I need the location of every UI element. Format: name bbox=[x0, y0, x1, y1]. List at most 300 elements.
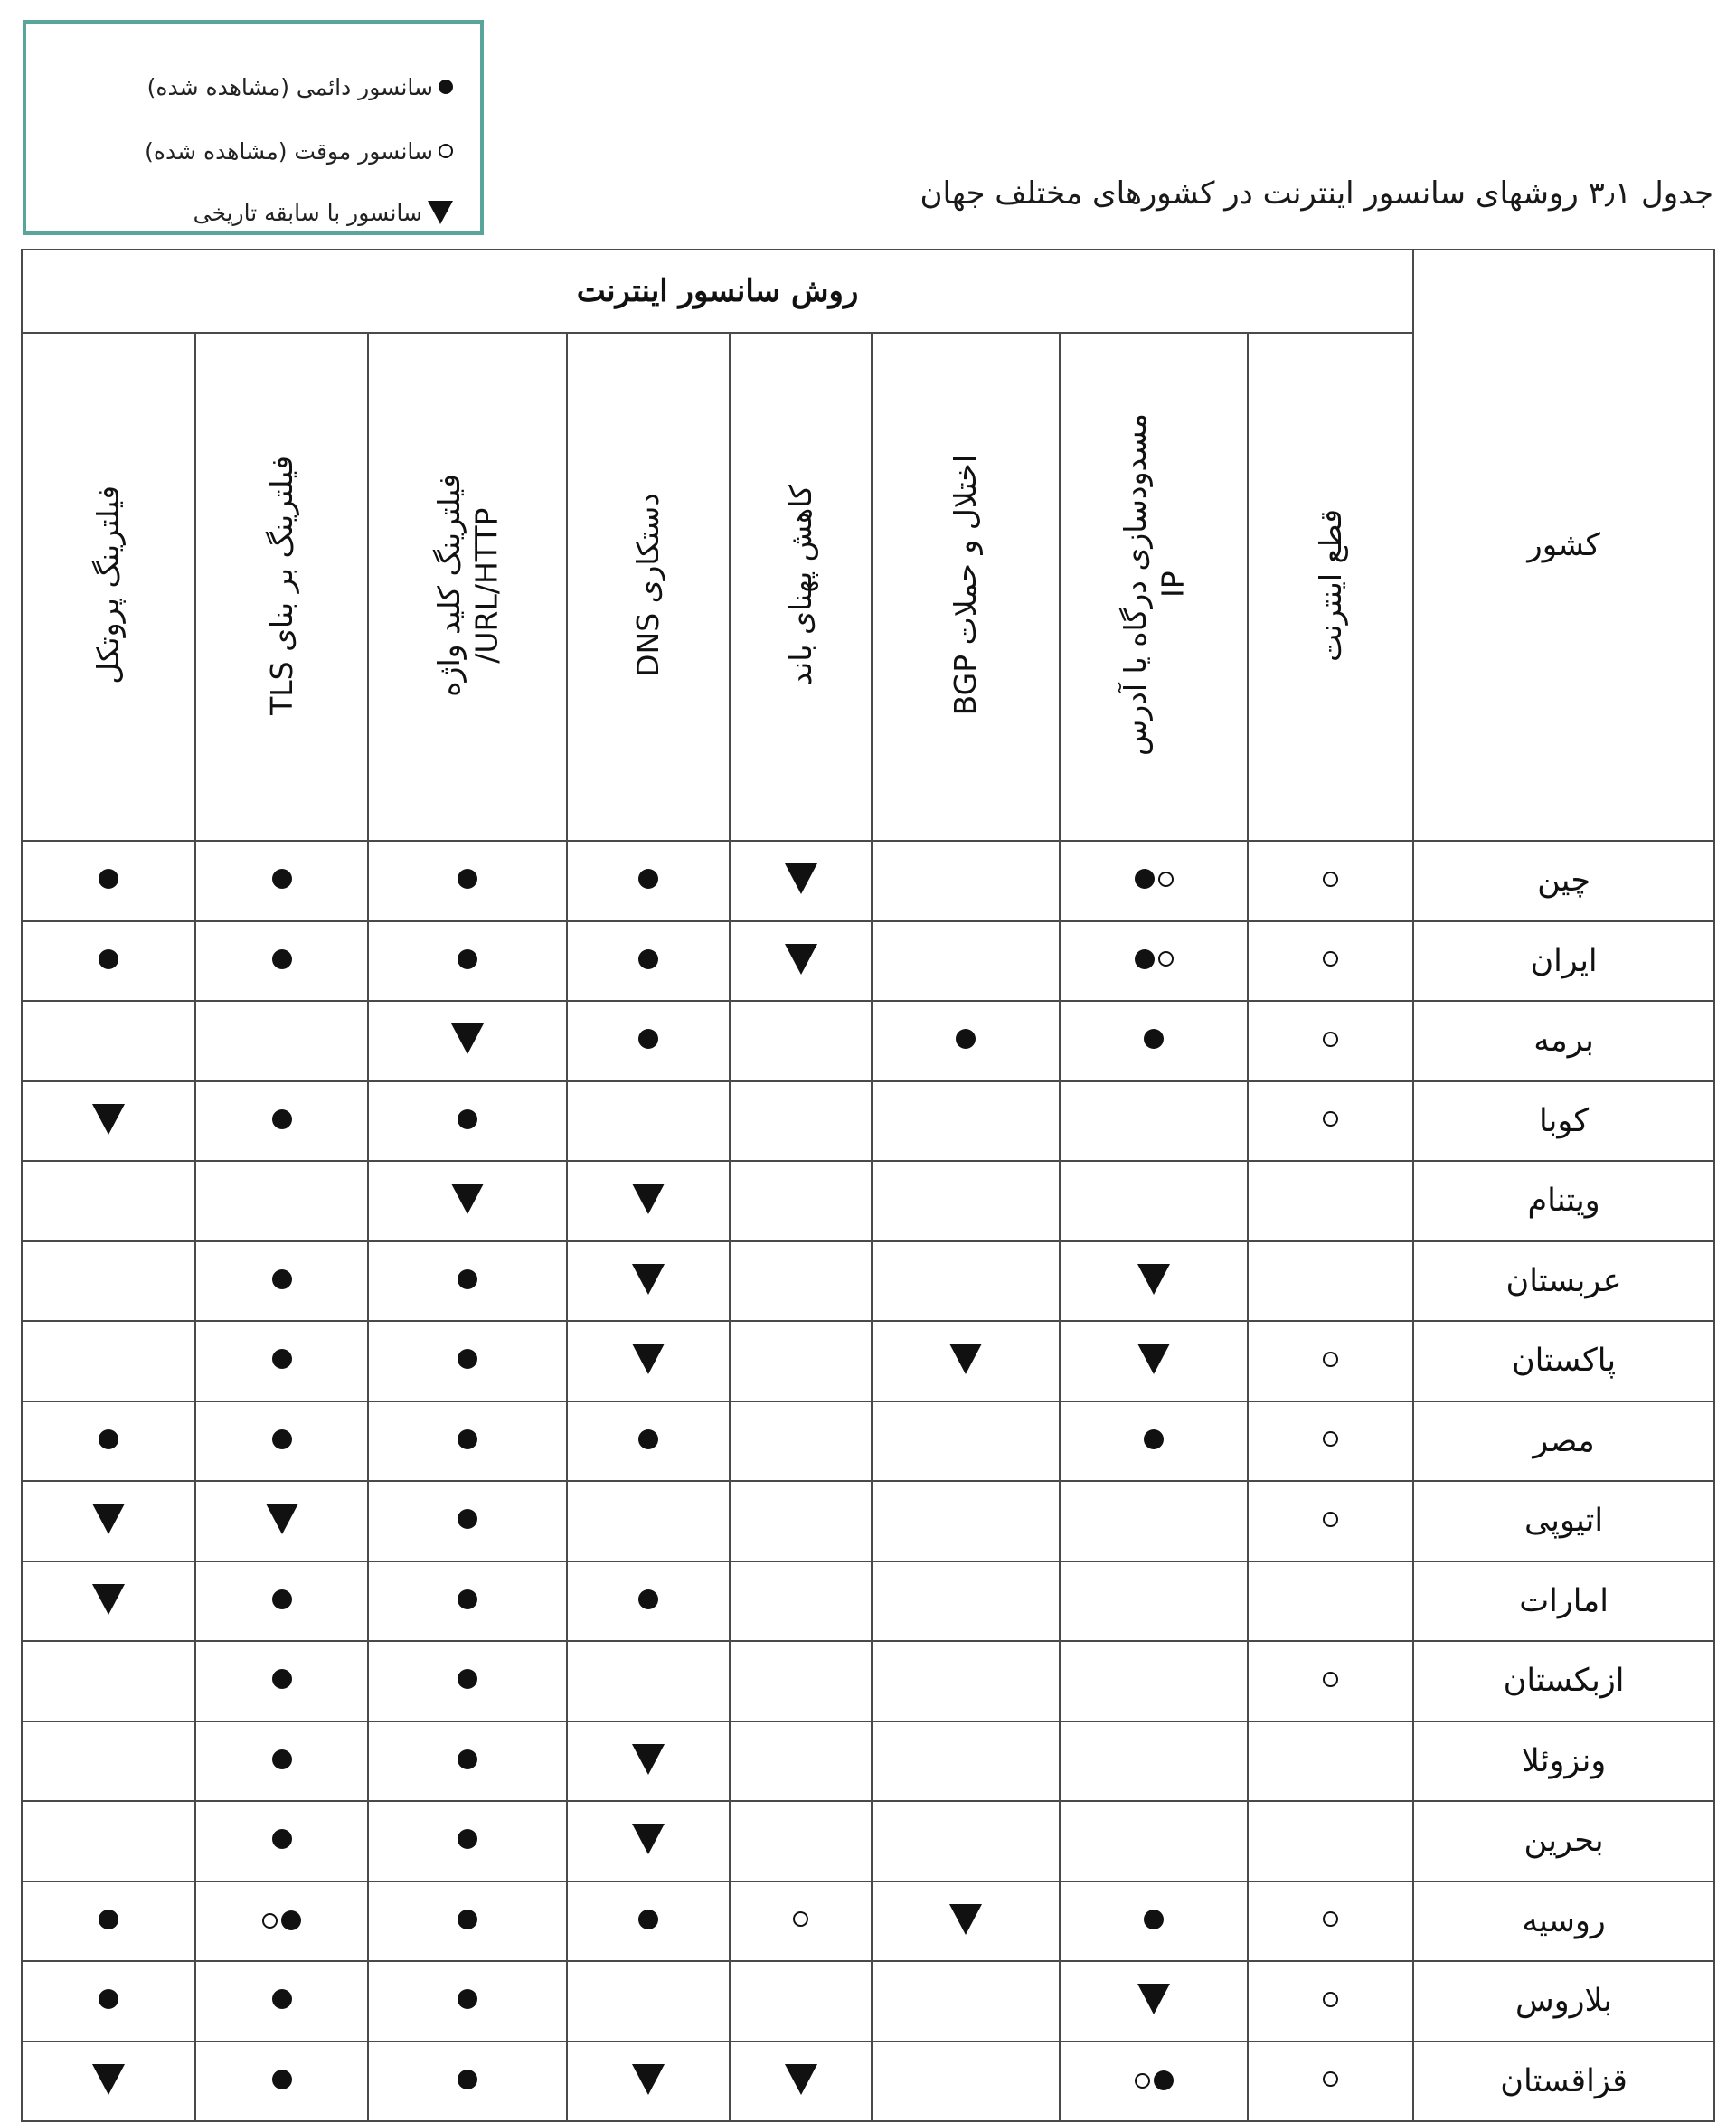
country-name: اتیوپی bbox=[1413, 1481, 1714, 1561]
column-header-tls-filtering bbox=[195, 333, 368, 841]
temporary-censorship-circle-icon bbox=[1158, 951, 1174, 967]
historical-censorship-triangle-icon bbox=[632, 1184, 665, 1214]
cell-symbols bbox=[793, 1911, 808, 1927]
cell-symbols bbox=[638, 1029, 658, 1049]
cell-bgp-disruption bbox=[872, 1321, 1060, 1401]
permanent-censorship-dot-icon bbox=[272, 1669, 292, 1689]
permanent-censorship-dot-icon bbox=[272, 1429, 292, 1449]
historical-censorship-triangle-icon bbox=[632, 2064, 665, 2095]
historical-censorship-triangle-icon bbox=[949, 1344, 982, 1374]
country-column-header bbox=[1413, 250, 1714, 841]
cell-symbols bbox=[785, 863, 817, 894]
column-header-label bbox=[263, 456, 300, 715]
cell-internet-shutdown bbox=[1248, 1801, 1413, 1882]
cell-bgp-disruption bbox=[872, 1961, 1060, 2042]
table-row bbox=[22, 1561, 1714, 1642]
permanent-censorship-dot-icon bbox=[1144, 1910, 1164, 1929]
cell-protocol-filtering bbox=[22, 921, 195, 1002]
cell-symbols bbox=[272, 1749, 292, 1769]
permanent-censorship-dot-icon bbox=[458, 1349, 477, 1369]
cell-internet-shutdown bbox=[1248, 1561, 1413, 1642]
cell-symbols bbox=[1137, 1984, 1170, 2014]
permanent-censorship-dot-icon bbox=[272, 2070, 292, 2089]
cell-symbols bbox=[949, 1904, 982, 1935]
temporary-censorship-circle-icon bbox=[1323, 1352, 1338, 1367]
cell-internet-shutdown bbox=[1248, 1161, 1413, 1241]
cell-symbols bbox=[1323, 2071, 1338, 2087]
historical-censorship-triangle-icon bbox=[266, 1504, 298, 1534]
permanent-censorship-dot-icon bbox=[638, 1589, 658, 1609]
column-header-internet-shutdown bbox=[1248, 333, 1413, 841]
legend-box bbox=[23, 20, 484, 235]
cell-protocol-filtering bbox=[22, 1241, 195, 1322]
cell-ip-port-blocking bbox=[1060, 1882, 1248, 1962]
permanent-censorship-dot-icon bbox=[638, 949, 658, 969]
historical-censorship-triangle-icon bbox=[92, 1504, 125, 1534]
cell-protocol-filtering bbox=[22, 1561, 195, 1642]
cell-symbols bbox=[785, 2064, 817, 2095]
temporary-censorship-circle-icon bbox=[262, 1913, 278, 1929]
cell-symbols bbox=[272, 1589, 292, 1609]
cell-ip-port-blocking bbox=[1060, 1721, 1248, 1802]
permanent-censorship-dot-icon bbox=[99, 869, 118, 889]
cell-symbols bbox=[632, 1264, 665, 1295]
group-header: روش سانسور اینترنت bbox=[22, 250, 1413, 333]
cell-ip-port-blocking bbox=[1060, 1001, 1248, 1081]
cell-internet-shutdown bbox=[1248, 1721, 1413, 1802]
cell-bandwidth-throttling bbox=[730, 1721, 872, 1802]
permanent-censorship-dot-icon bbox=[458, 1589, 477, 1609]
cell-ip-port-blocking bbox=[1060, 841, 1248, 921]
table-row bbox=[22, 1081, 1714, 1162]
cell-internet-shutdown bbox=[1248, 921, 1413, 1002]
column-header-line: قطع اینترنت bbox=[1312, 508, 1348, 662]
cell-symbols bbox=[99, 949, 118, 969]
cell-symbols bbox=[458, 1589, 477, 1609]
cell-symbols bbox=[1135, 949, 1174, 969]
cell-keyword-url-http-filtering bbox=[368, 1481, 567, 1561]
table-row bbox=[22, 1641, 1714, 1721]
cell-protocol-filtering bbox=[22, 2042, 195, 2122]
table-row bbox=[22, 1321, 1714, 1401]
cell-bgp-disruption bbox=[872, 1401, 1060, 1482]
cell-symbols bbox=[272, 869, 292, 889]
temporary-censorship-circle-icon bbox=[1158, 872, 1174, 887]
cell-ip-port-blocking bbox=[1060, 921, 1248, 1002]
cell-symbols bbox=[458, 1749, 477, 1769]
cell-keyword-url-http-filtering bbox=[368, 1401, 567, 1482]
cell-dns-manipulation bbox=[567, 1161, 730, 1241]
permanent-censorship-dot-icon bbox=[458, 1509, 477, 1529]
cell-bandwidth-throttling bbox=[730, 1481, 872, 1561]
country-name: برمه bbox=[1413, 1001, 1714, 1081]
column-header-line: URL/HTTP/ bbox=[468, 506, 504, 664]
cell-dns-manipulation bbox=[567, 1961, 730, 2042]
permanent-censorship-dot-icon bbox=[638, 1029, 658, 1049]
table-row bbox=[22, 1241, 1714, 1322]
cell-internet-shutdown bbox=[1248, 1321, 1413, 1401]
cell-protocol-filtering bbox=[22, 841, 195, 921]
cell-protocol-filtering bbox=[22, 1721, 195, 1802]
cell-dns-manipulation bbox=[567, 1481, 730, 1561]
cell-symbols bbox=[1144, 1910, 1164, 1929]
table-row bbox=[22, 1882, 1714, 1962]
historical-censorship-triangle-icon bbox=[632, 1744, 665, 1775]
cell-bandwidth-throttling bbox=[730, 1161, 872, 1241]
permanent-censorship-dot-icon bbox=[1154, 2070, 1174, 2090]
column-header-label bbox=[782, 485, 819, 685]
cell-symbols bbox=[458, 1910, 477, 1929]
cell-symbols bbox=[632, 2064, 665, 2095]
cell-internet-shutdown bbox=[1248, 1882, 1413, 1962]
permanent-censorship-dot-icon bbox=[272, 1989, 292, 2009]
cell-symbols bbox=[1135, 869, 1174, 889]
cell-internet-shutdown bbox=[1248, 2042, 1413, 2122]
country-name: ونزوئلا bbox=[1413, 1721, 1714, 1802]
cell-symbols bbox=[458, 1429, 477, 1449]
cell-ip-port-blocking bbox=[1060, 1561, 1248, 1642]
cell-keyword-url-http-filtering bbox=[368, 1081, 567, 1162]
column-header-label bbox=[629, 493, 666, 677]
temporary-censorship-circle-icon bbox=[1323, 1111, 1338, 1127]
historical-censorship-triangle-icon bbox=[92, 2064, 125, 2095]
temporary-censorship-circle-icon bbox=[1323, 872, 1338, 887]
cell-tls-filtering bbox=[195, 921, 368, 1002]
column-header-ip-port-blocking bbox=[1060, 333, 1248, 841]
cell-symbols bbox=[458, 1109, 477, 1129]
cell-bandwidth-throttling bbox=[730, 1081, 872, 1162]
cell-symbols bbox=[92, 1504, 125, 1534]
cell-keyword-url-http-filtering bbox=[368, 1321, 567, 1401]
cell-keyword-url-http-filtering bbox=[368, 1641, 567, 1721]
column-header-label bbox=[1117, 413, 1192, 756]
legend-item-historical bbox=[193, 190, 453, 235]
permanent-censorship-dot-icon bbox=[272, 1109, 292, 1129]
cell-dns-manipulation bbox=[567, 1882, 730, 1962]
legend-item-permanent bbox=[147, 64, 453, 109]
table-row bbox=[22, 1481, 1714, 1561]
cell-tls-filtering bbox=[195, 1321, 368, 1401]
permanent-censorship-dot-icon bbox=[1135, 869, 1155, 889]
cell-symbols bbox=[1144, 1029, 1164, 1049]
cell-bandwidth-throttling bbox=[730, 1241, 872, 1322]
cell-symbols bbox=[458, 1509, 477, 1529]
historical-censorship-triangle-icon bbox=[1137, 1344, 1170, 1374]
cell-symbols bbox=[1323, 1512, 1338, 1527]
historical-censorship-triangle-icon bbox=[1137, 1264, 1170, 1295]
permanent-censorship-dot-icon bbox=[458, 1269, 477, 1289]
cell-protocol-filtering bbox=[22, 1481, 195, 1561]
cell-internet-shutdown bbox=[1248, 1481, 1413, 1561]
cell-bandwidth-throttling bbox=[730, 1401, 872, 1482]
cell-bgp-disruption bbox=[872, 1081, 1060, 1162]
cell-symbols bbox=[458, 1829, 477, 1849]
column-header-label bbox=[1312, 509, 1349, 662]
cell-symbols bbox=[92, 1584, 125, 1615]
temporary-censorship-circle-icon bbox=[1323, 1911, 1338, 1927]
column-header-line: فیلترینگ کلید واژه bbox=[430, 473, 467, 697]
permanent-censorship-dot-icon bbox=[1144, 1029, 1164, 1049]
cell-ip-port-blocking bbox=[1060, 1321, 1248, 1401]
cell-bgp-disruption bbox=[872, 1001, 1060, 1081]
cell-bandwidth-throttling bbox=[730, 841, 872, 921]
temporary-censorship-circle-icon bbox=[1323, 951, 1338, 967]
historical-censorship-triangle-icon bbox=[92, 1584, 125, 1615]
country-name: قزاقستان bbox=[1413, 2042, 1714, 2122]
cell-bandwidth-throttling bbox=[730, 2042, 872, 2122]
cell-bandwidth-throttling bbox=[730, 1561, 872, 1642]
permanent-censorship-dot-icon bbox=[272, 869, 292, 889]
cell-symbols bbox=[638, 949, 658, 969]
permanent-censorship-dot-icon bbox=[272, 949, 292, 969]
censorship-methods-table bbox=[21, 249, 1715, 2122]
table-row bbox=[22, 2042, 1714, 2122]
column-header-label bbox=[90, 486, 127, 684]
cell-internet-shutdown bbox=[1248, 841, 1413, 921]
country-name: کوبا bbox=[1413, 1081, 1714, 1162]
cell-symbols bbox=[1135, 2070, 1174, 2090]
country-name: روسیه bbox=[1413, 1882, 1714, 1962]
permanent-censorship-dot-icon bbox=[99, 1989, 118, 2009]
cell-symbols bbox=[638, 869, 658, 889]
column-header-line: مسدودسازی درگاه یا آدرس bbox=[1117, 413, 1153, 757]
cell-symbols bbox=[1323, 1111, 1338, 1127]
cell-bandwidth-throttling bbox=[730, 1321, 872, 1401]
permanent-censorship-dot-icon bbox=[458, 1669, 477, 1689]
permanent-censorship-dot-icon bbox=[458, 869, 477, 889]
temporary-censorship-circle-icon bbox=[1323, 1032, 1338, 1047]
cell-ip-port-blocking bbox=[1060, 1801, 1248, 1882]
historical-censorship-triangle-icon bbox=[785, 944, 817, 975]
cell-symbols bbox=[1323, 1911, 1338, 1927]
table-row bbox=[22, 1801, 1714, 1882]
cell-dns-manipulation bbox=[567, 1401, 730, 1482]
cell-dns-manipulation bbox=[567, 1801, 730, 1882]
permanent-censorship-dot-icon bbox=[272, 1749, 292, 1769]
permanent-censorship-dot-icon bbox=[458, 1749, 477, 1769]
cell-bgp-disruption bbox=[872, 1481, 1060, 1561]
temporary-censorship-circle-icon bbox=[1323, 1992, 1338, 2007]
cell-bgp-disruption bbox=[872, 1161, 1060, 1241]
cell-symbols bbox=[632, 1184, 665, 1214]
country-name: مصر bbox=[1413, 1401, 1714, 1482]
cell-bgp-disruption bbox=[872, 1641, 1060, 1721]
cell-symbols bbox=[262, 1910, 301, 1930]
historical-censorship-triangle-icon bbox=[428, 201, 453, 224]
column-header-label bbox=[947, 455, 984, 715]
cell-internet-shutdown bbox=[1248, 1961, 1413, 2042]
permanent-censorship-dot-icon bbox=[458, 1989, 477, 2009]
table-row bbox=[22, 1401, 1714, 1482]
table-row bbox=[22, 841, 1714, 921]
cell-bgp-disruption bbox=[872, 1561, 1060, 1642]
cell-ip-port-blocking bbox=[1060, 1401, 1248, 1482]
table-row bbox=[22, 1961, 1714, 2042]
cell-keyword-url-http-filtering bbox=[368, 1161, 567, 1241]
country-name: ویتنام bbox=[1413, 1161, 1714, 1241]
cell-tls-filtering bbox=[195, 1721, 368, 1802]
cell-ip-port-blocking bbox=[1060, 2042, 1248, 2122]
cell-bgp-disruption bbox=[872, 1721, 1060, 1802]
cell-internet-shutdown bbox=[1248, 1641, 1413, 1721]
cell-protocol-filtering bbox=[22, 1961, 195, 2042]
cell-keyword-url-http-filtering bbox=[368, 1882, 567, 1962]
cell-tls-filtering bbox=[195, 1641, 368, 1721]
permanent-censorship-dot-icon bbox=[458, 1829, 477, 1849]
cell-symbols bbox=[632, 1744, 665, 1775]
cell-symbols bbox=[458, 1989, 477, 2009]
cell-ip-port-blocking bbox=[1060, 1641, 1248, 1721]
cell-symbols bbox=[638, 1910, 658, 1929]
cell-keyword-url-http-filtering bbox=[368, 1961, 567, 2042]
cell-bandwidth-throttling bbox=[730, 1882, 872, 1962]
country-name: بلاروس bbox=[1413, 1961, 1714, 2042]
historical-censorship-triangle-icon bbox=[451, 1184, 484, 1214]
historical-censorship-triangle-icon bbox=[785, 2064, 817, 2095]
cell-symbols bbox=[1323, 1352, 1338, 1367]
cell-tls-filtering bbox=[195, 1241, 368, 1322]
cell-dns-manipulation bbox=[567, 1641, 730, 1721]
cell-internet-shutdown bbox=[1248, 1401, 1413, 1482]
permanent-censorship-dot-icon bbox=[272, 1589, 292, 1609]
cell-symbols bbox=[1323, 872, 1338, 887]
cell-tls-filtering bbox=[195, 1081, 368, 1162]
historical-censorship-triangle-icon bbox=[785, 863, 817, 894]
permanent-censorship-dot-icon bbox=[458, 1429, 477, 1449]
cell-symbols bbox=[272, 1989, 292, 2009]
cell-bgp-disruption bbox=[872, 1801, 1060, 1882]
cell-symbols bbox=[458, 1669, 477, 1689]
historical-censorship-triangle-icon bbox=[451, 1023, 484, 1054]
permanent-censorship-dot-icon bbox=[458, 1109, 477, 1129]
column-header-line: فیلترینگ بر بنای TLS bbox=[263, 455, 299, 715]
cell-tls-filtering bbox=[195, 1961, 368, 2042]
cell-symbols bbox=[1137, 1264, 1170, 1295]
cell-protocol-filtering bbox=[22, 1641, 195, 1721]
cell-bandwidth-throttling bbox=[730, 1801, 872, 1882]
table-row bbox=[22, 921, 1714, 1002]
cell-keyword-url-http-filtering bbox=[368, 2042, 567, 2122]
cell-symbols bbox=[458, 949, 477, 969]
cell-tls-filtering bbox=[195, 2042, 368, 2122]
cell-bgp-disruption bbox=[872, 1241, 1060, 1322]
cell-keyword-url-http-filtering bbox=[368, 921, 567, 1002]
column-header-bgp-disruption bbox=[872, 333, 1060, 841]
permanent-censorship-dot-icon bbox=[638, 869, 658, 889]
temporary-censorship-circle-icon bbox=[1323, 2071, 1338, 2087]
historical-censorship-triangle-icon bbox=[92, 1104, 125, 1135]
country-name: ایران bbox=[1413, 921, 1714, 1002]
legend-item-temporary bbox=[145, 128, 453, 174]
cell-symbols bbox=[1323, 1032, 1338, 1047]
cell-symbols bbox=[99, 869, 118, 889]
cell-bgp-disruption bbox=[872, 841, 1060, 921]
cell-symbols bbox=[272, 1269, 292, 1289]
cell-tls-filtering bbox=[195, 1401, 368, 1482]
temporary-censorship-circle-icon bbox=[793, 1911, 808, 1927]
table-row bbox=[22, 1001, 1714, 1081]
cell-symbols bbox=[785, 944, 817, 975]
temporary-censorship-circle-icon bbox=[1323, 1512, 1338, 1527]
column-header-line: کاهش پهنای باند bbox=[782, 484, 818, 686]
cell-symbols bbox=[272, 1669, 292, 1689]
cell-symbols bbox=[458, 869, 477, 889]
cell-symbols bbox=[638, 1429, 658, 1449]
cell-ip-port-blocking bbox=[1060, 1161, 1248, 1241]
cell-symbols bbox=[458, 2070, 477, 2089]
cell-bandwidth-throttling bbox=[730, 1001, 872, 1081]
cell-symbols bbox=[92, 1104, 125, 1135]
temporary-censorship-circle-icon bbox=[1323, 1431, 1338, 1447]
column-header-bandwidth-throttling bbox=[730, 333, 872, 841]
cell-symbols bbox=[99, 1429, 118, 1449]
country-name: ازبکستان bbox=[1413, 1641, 1714, 1721]
cell-tls-filtering bbox=[195, 1161, 368, 1241]
column-header-dns-manipulation bbox=[567, 333, 730, 841]
column-header-line: اختلال و حملات BGP bbox=[948, 454, 984, 716]
cell-dns-manipulation bbox=[567, 1561, 730, 1642]
cell-keyword-url-http-filtering bbox=[368, 1801, 567, 1882]
cell-protocol-filtering bbox=[22, 1801, 195, 1882]
cell-bandwidth-throttling bbox=[730, 921, 872, 1002]
cell-symbols bbox=[949, 1344, 982, 1374]
legend-label: سانسور با سابقه تاریخی bbox=[193, 199, 422, 226]
temporary-censorship-circle-icon bbox=[1135, 2073, 1150, 2089]
cell-ip-port-blocking bbox=[1060, 1081, 1248, 1162]
permanent-censorship-dot-icon bbox=[99, 1429, 118, 1449]
historical-censorship-triangle-icon bbox=[632, 1344, 665, 1374]
historical-censorship-triangle-icon bbox=[632, 1824, 665, 1854]
cell-symbols bbox=[1323, 1431, 1338, 1447]
country-name: امارات bbox=[1413, 1561, 1714, 1642]
cell-dns-manipulation bbox=[567, 921, 730, 1002]
cell-internet-shutdown bbox=[1248, 1081, 1413, 1162]
column-header-line: فیلترینگ پروتکل bbox=[90, 486, 127, 684]
cell-symbols bbox=[1137, 1344, 1170, 1374]
permanent-censorship-dot-icon bbox=[458, 2070, 477, 2089]
cell-symbols bbox=[272, 2070, 292, 2089]
permanent-censorship-dot-icon bbox=[99, 949, 118, 969]
cell-tls-filtering bbox=[195, 1882, 368, 1962]
cell-keyword-url-http-filtering bbox=[368, 1561, 567, 1642]
cell-symbols bbox=[266, 1504, 298, 1534]
cell-bgp-disruption bbox=[872, 921, 1060, 1002]
cell-tls-filtering bbox=[195, 841, 368, 921]
cell-symbols bbox=[632, 1824, 665, 1854]
permanent-censorship-dot-icon bbox=[638, 1910, 658, 1929]
cell-ip-port-blocking bbox=[1060, 1481, 1248, 1561]
cell-dns-manipulation bbox=[567, 841, 730, 921]
cell-symbols bbox=[451, 1184, 484, 1214]
cell-symbols bbox=[1144, 1429, 1164, 1449]
cell-tls-filtering bbox=[195, 1801, 368, 1882]
legend-label: سانسور موقت (مشاهده شده) bbox=[145, 137, 433, 165]
country-header-label: کشور bbox=[1527, 527, 1600, 563]
cell-keyword-url-http-filtering bbox=[368, 1241, 567, 1322]
column-header-keyword-url-http-filtering bbox=[368, 333, 567, 841]
country-name: بحرین bbox=[1413, 1801, 1714, 1882]
country-name: عربستان bbox=[1413, 1241, 1714, 1322]
cell-protocol-filtering bbox=[22, 1882, 195, 1962]
cell-symbols bbox=[1323, 1992, 1338, 2007]
historical-censorship-triangle-icon bbox=[949, 1904, 982, 1935]
cell-tls-filtering bbox=[195, 1481, 368, 1561]
permanent-censorship-dot-icon bbox=[1135, 949, 1155, 969]
cell-ip-port-blocking bbox=[1060, 1241, 1248, 1322]
table-row bbox=[22, 1161, 1714, 1241]
cell-ip-port-blocking bbox=[1060, 1961, 1248, 2042]
cell-dns-manipulation bbox=[567, 1321, 730, 1401]
